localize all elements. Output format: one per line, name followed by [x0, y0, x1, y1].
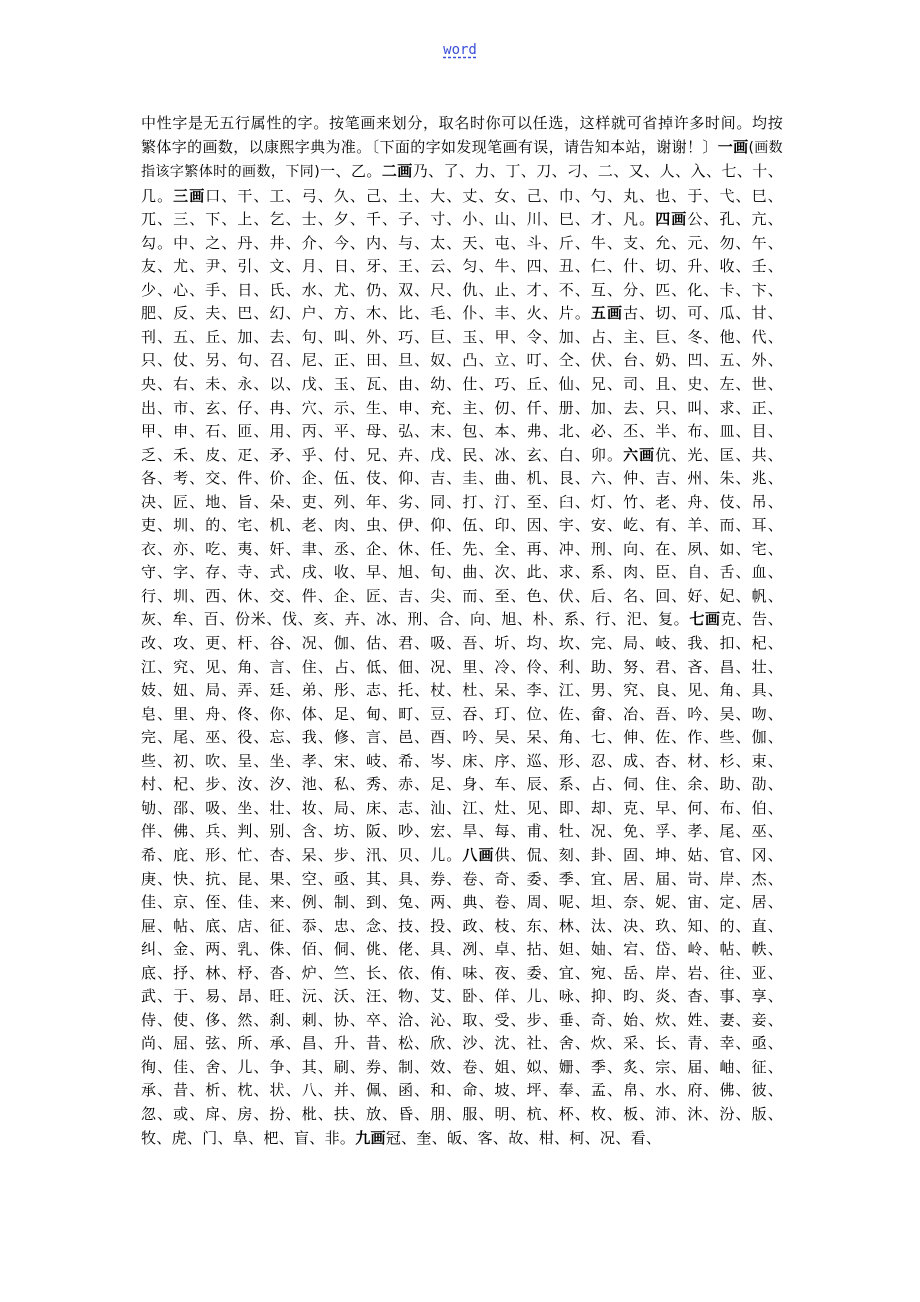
stroke-heading-8: 八画 — [462, 845, 495, 864]
stroke-heading-1: 一画 — [717, 137, 749, 156]
char-list-5: 古、切、可、瓜、甘、刊、五、丘、加、去、句、叫、外、巧、巨、玉、甲、令、加、占、主、巨、冬、他、代、只、仗、另、句、召、尼、正、田、旦、奴、凸、立、叮、仝、伏、台、奶、凹、五、外、央、右、未、永、以、戊、玉、瓦、由、幼、仕、巧、丘、仙、兄、司、且、史、左、世、出、市、玄、仔、冉、穴、示、生、申、充、主、仞、仟、册、加、去、只、叫、求、正、甲、申、石、匝、用、丙、平、母、弘、末、包、本、弗、北、必、丕、半、布、皿、目、乏、禾、皮、疋、矛、乎、付、兄、卉、戊、民、冰、玄、白、卯。 — [141, 304, 783, 464]
stroke-heading-4: 四画 — [655, 210, 688, 229]
char-list-2: 乃、了、力、丁、刀、刁、二、又、人、入、七、十、几。 — [141, 162, 783, 205]
stroke-heading-7: 七画 — [689, 610, 721, 629]
char-list-8: 供、侃、刻、卦、固、坤、姑、官、冈、庚、快、抗、昆、果、空、亟、其、具、券、卷、奇、委、季、宜、居、届、岢、岸、杰、佳、京、侄、佳、来、例、制、到、兔、两、典、卷、周、呢、坦、奈、妮、宙、定、居、屉、帖、底、店、征、忝、忠、念、技、投、政、枝、东、林、汰、决、玖、知、的、直、纠、金、两、乳、侏、佰、侗、佻、佬、具、冽、卓、拈、妲、妯、宕、岱、岭、帖、帙、底、抒、林、杼、沓、炉、竺、长、依、侑、味、夜、委、宜、宛、岳、岸、岩、往、亚、武、于、易、昂、旺、沅、沃、汪、物、艾、卧、佯、儿、咏、抑、昀、炎、杳、事、享、侍、使、侈、然、刹、刺、协、卒、洽、沁、取、受、步、垂、奇、始、炊、姓、妻、妾、尚、屈、弦、所、承、昌、升、昔、松、欣、沙、沈、社、舍、炊、采、长、青、幸、亟、徇、佳、舍、儿、争、其、刷、券、制、效、卷、姐、姒、姗、季、炙、宗、届、岫、征、承、昔、析、枕、状、八、并、佩、函、和、命、坡、坪、奉、孟、帛、水、府、佛、彼、忽、或、戽、房、扮、枇、扶、放、昏、朋、服、明、杭、杯、枚、板、沛、沐、汾、版、牧、虎、门、阜、杷、盲、非。 — [141, 845, 783, 1147]
page-header — [0, 42, 920, 58]
char-list-1: 一、乙。 — [319, 162, 382, 181]
stroke-heading-9: 九画 — [355, 1128, 386, 1147]
char-list-4: 公、孔、亢、勾。中、之、丹、井、介、今、内、与、太、天、屯、斗、斤、牛、支、允、元、勿、午、友、尤、尹、引、文、月、日、牙、王、云、匀、牛、四、丑、仁、什、切、升、收、壬、少、心、手、日、氏、水、尤、仍、双、尺、仇、止、才、不、互、分、匹、化、卡、卞、肥、反、夫、巴、幻、户、方、木、比、毛、仆、丰、火、片。 — [141, 210, 783, 323]
stroke-heading-3: 三画 — [173, 186, 206, 205]
char-list-3: 口、干、工、弓、久、己、土、大、丈、女、己、巾、勺、丸、也、于、弋、巳、兀、三、下、上、乞、士、夕、千、子、寸、小、山、川、巳、才、凡。 — [141, 186, 783, 229]
stroke-note: (画数指该字繁体时的画数，下同) — [141, 139, 783, 181]
char-list-9: 冠、奎、皈、客、故、柑、柯、况、看、 — [385, 1128, 662, 1147]
stroke-heading-2: 二画 — [381, 162, 413, 181]
stroke-heading-6: 六画 — [623, 445, 656, 464]
stroke-heading-5: 五画 — [590, 304, 624, 323]
character-list-paragraph — [141, 112, 783, 1150]
char-list-6: 伉、光、匡、共、各、考、交、件、价、企、伍、伎、仰、吉、圭、曲、机、艮、六、仲、吉、州、朱、兆、决、匠、地、旨、朵、吏、列、年、劣、同、打、汀、至、臼、灯、竹、老、舟、伎、吊、吏、圳、的、宅、机、老、肉、虫、伊、仰、伍、印、因、宇、安、屹、有、羊、而、耳、衣、亦、吃、夷、奸、聿、丞、企、休、任、先、全、再、冲、刑、向、在、夙、如、宅、守、字、存、寺、式、戌、收、早、旭、旬、曲、次、此、求、系、肉、臣、自、舌、血、行、圳、西、休、交、件、企、匠、吉、尖、而、至、色、伏、后、名、回、好、妃、帆、灰、牟、百、份米、伐、亥、卉、冰、刑、合、向、旭、朴、系、行、汜、复。 — [141, 445, 783, 629]
word-link[interactable]: word — [443, 42, 477, 58]
char-list-7: 克、告、改、攻、更、杆、谷、况、伽、估、君、吸、吾、圻、均、坎、完、局、岐、我、扣、杞、江、究、见、角、言、住、占、低、佃、况、里、冷、伶、利、助、努、君、吝、昌、壮、妓、妞、局、弄、廷、弟、彤、志、托、杖、杜、呆、李、江、男、究、良、见、角、具、皂、里、舟、佟、你、体、足、甸、町、豆、吞、玎、位、佐、畲、冶、吾、吟、吴、吻、完、尾、巫、役、忘、我、修、言、邑、酉、吟、吴、呆、角、七、伸、佐、作、些、伽、些、初、吹、呈、坐、孝、宋、岐、希、岑、床、序、巡、形、忍、成、杏、材、杉、束、村、杞、步、汝、汐、池、私、秀、赤、足、身、车、辰、系、占、伺、住、余、助、劭、劬、邵、吸、坐、壮、妆、局、床、志、汕、江、灶、见、即、却、克、早、何、布、伯、伴、佛、兵、判、别、含、坊、阪、吵、宏、旱、每、甫、牡、况、免、孚、孝、尾、巫、希、庇、形、忙、杏、呆、步、汛、贝、儿。 — [141, 610, 783, 864]
intro-text: 中性字是无五行属性的字。按笔画来划分，取名时你可以任选，这样就可省掉许多时间。均按繁体字的画数，以康熙字典为准。〔下面的字如发现笔画有误，请告知本站，谢谢！〕 — [141, 114, 783, 156]
